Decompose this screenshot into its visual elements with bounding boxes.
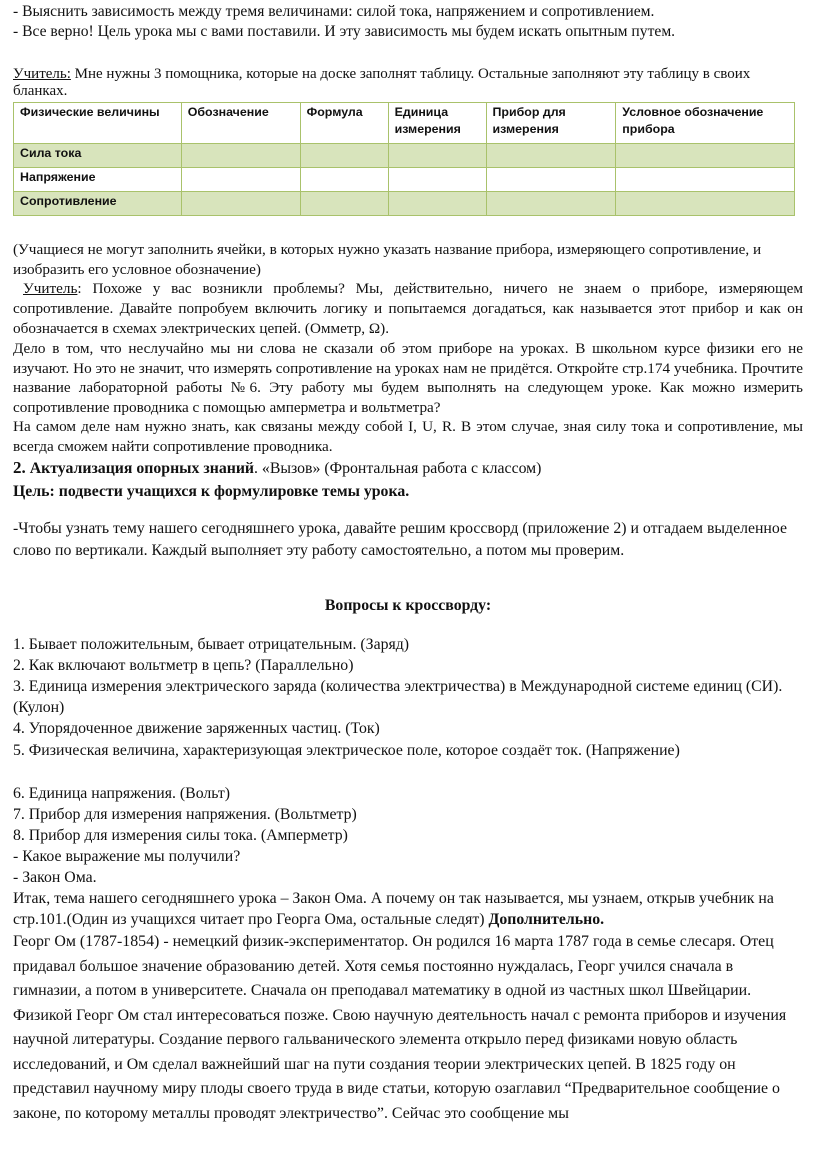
section-subtitle: . «Вызов» (Фронтальная работа с классом) bbox=[254, 460, 542, 477]
table-header-cell: Единица измерения bbox=[388, 103, 486, 144]
additional-label: Дополнительно. bbox=[488, 911, 605, 928]
table-header-cell: Физические величины bbox=[14, 103, 182, 144]
crossword-question: 1. Бывает положительным, бывает отрицательным. (Заряд) bbox=[13, 636, 410, 653]
teacher-label: Учитель: bbox=[13, 66, 71, 82]
lesson-goal: Цель: подвести учащихся к формулировке темы урока. bbox=[13, 483, 410, 500]
crossword-task: -Чтобы узнать тему нашего сегодняшнего урока, давайте решим кроссворд (приложение 2) и отгадаем выделенное слово по вертикали. Каждый выполняет эту работу самостоятельно, а потом мы проверим. bbox=[13, 520, 787, 559]
teacher-text: Мне нужны 3 помощника, которые на доске заполнят таблицу. Остальные заполняют эту таблицу в своих бланках. bbox=[13, 66, 751, 99]
table-header-cell: Условное обозначение прибора bbox=[616, 103, 795, 144]
dialogue-answer: - Закон Ома. bbox=[13, 869, 97, 886]
table-cell bbox=[616, 144, 795, 168]
table-row bbox=[14, 144, 795, 168]
teacher-problem bbox=[13, 279, 803, 339]
table-row bbox=[14, 192, 795, 216]
section-2-heading bbox=[13, 458, 803, 478]
paragraph-ohmmeter: Дело в том, что неслучайно мы ни слова не сказали об этом приборе на уроках. В школьном курсе физики его не изучают. Но это не значит, что измерять сопротивление на уроках нам не придётся. Откройте стр.174 учебника. Прочтите название лабораторной работы №6. Эту работу мы будем выполнять на следующем уроке. Как можно измерить сопротивление проводника с помощью амперметра и вольтметра? bbox=[13, 340, 803, 416]
section-title: Актуализация опорных знаний bbox=[25, 460, 255, 477]
ohm-topic-intro bbox=[13, 888, 803, 930]
table-row-label: Сила тока bbox=[14, 144, 182, 168]
dialogue-question: - Какое выражение мы получили? bbox=[13, 848, 241, 865]
crossword-question: 4. Упорядоченное движение заряженных частиц. (Ток) bbox=[13, 720, 380, 737]
crossword-title: Вопросы к кроссворду: bbox=[324, 597, 492, 614]
table-cell bbox=[616, 192, 795, 216]
table-cell bbox=[181, 192, 300, 216]
table-cell bbox=[300, 192, 388, 216]
students-note: (Учащиеся не могут заполнить ячейки, в которых нужно указать название прибора, измеряющего сопротивление, и изобразить его условное обозначение) bbox=[13, 241, 762, 278]
crossword-question: 5. Физическая величина, характеризующая электрическое поле, которое создаёт ток. (Напряжение) bbox=[13, 742, 680, 759]
paragraph-iur: На самом деле нам нужно знать, как связаны между собой I, U, R. В этом случае, зная силу тока и сопротивление, мы всегда сможем найти сопротивление проводника. bbox=[13, 418, 803, 455]
table-cell bbox=[300, 168, 388, 192]
table-row bbox=[14, 168, 795, 192]
ohm-biography: Георг Ом (1787-1854) - немецкий физик-экспериментатор. Он родился 16 марта 1787 года в семье слесаря. Отец придавал большое значение образованию детей. Хотя семья постоянно нуждалась, Георг учился сначала в гимназии, а потом в университете. Сначала он преподавал математику в одной из частных школ Швейцарии. Физикой Георг Ом стал интересоваться позже. Свою научную деятельность начал с ремонта приборов и изучения научной литературы. Создание первого гальванического элемента открыло перед физиками новую область исследований, и Ом сделал важнейший шаг на пути создания теории электрических цепей. В 1825 году он представил научному миру плоды своего труда в виде статьи, которую озаглавил “Предварительное сообщение о законе, по которому металлы проводят электричество”. Сейчас это сообщение мы bbox=[13, 933, 787, 1122]
section-number: 2. bbox=[13, 458, 26, 477]
teacher-instruction bbox=[13, 66, 803, 100]
table-cell bbox=[486, 192, 616, 216]
table-header-row bbox=[14, 103, 795, 144]
crossword-question: 8. Прибор для измерения силы тока. (Амперметр) bbox=[13, 827, 348, 844]
table-cell bbox=[616, 168, 795, 192]
table-row-label: Сопротивление bbox=[14, 192, 182, 216]
crossword-question: 7. Прибор для измерения напряжения. (Вольтметр) bbox=[13, 806, 357, 823]
teacher-label: Учитель bbox=[23, 280, 78, 297]
table-cell bbox=[181, 144, 300, 168]
table-cell bbox=[486, 168, 616, 192]
teacher-problem-text: : Похоже у вас возникли проблемы? Мы, действительно, ничего не знаем о приборе, измеряющем сопротивление. Давайте попробуем включить логику и попытаемся догадаться, как называется этот прибор и как он обозначается в схемах электрических цепей. (Омметр, Ω). bbox=[13, 280, 803, 337]
table-cell bbox=[300, 144, 388, 168]
table-cell bbox=[388, 168, 486, 192]
table-cell bbox=[388, 144, 486, 168]
intro-line-1: - Выяснить зависимость между тремя величинами: силой тока, напряжением и сопротивлением. bbox=[13, 3, 655, 20]
table-header-cell: Прибор для измерения bbox=[486, 103, 616, 144]
table-cell bbox=[486, 144, 616, 168]
quantities-table bbox=[13, 102, 795, 216]
table-header-cell: Формула bbox=[300, 103, 388, 144]
table-cell bbox=[181, 168, 300, 192]
crossword-question: 2. Как включают вольтметр в цепь? (Параллельно) bbox=[13, 657, 354, 674]
intro-line-2: - Все верно! Цель урока мы с вами поставили. И эту зависимость мы будем искать опытным путем. bbox=[13, 23, 676, 40]
crossword-question: 3. Единица измерения электрического заряда (количества электричества) в Международной системе единиц (СИ). (Кулон) bbox=[13, 678, 783, 716]
table-row-label: Напряжение bbox=[14, 168, 182, 192]
crossword-question: 6. Единица напряжения. (Вольт) bbox=[13, 785, 231, 802]
table-cell bbox=[388, 192, 486, 216]
ohm-intro-text: Итак, тема нашего сегодняшнего урока – Закон Ома. А почему он так называется, мы узнаем, открыв учебник на стр.101.(Один из учащихся читает про Георга Ома, остальные следят) bbox=[13, 890, 774, 928]
table-header-cell: Обозначение bbox=[181, 103, 300, 144]
